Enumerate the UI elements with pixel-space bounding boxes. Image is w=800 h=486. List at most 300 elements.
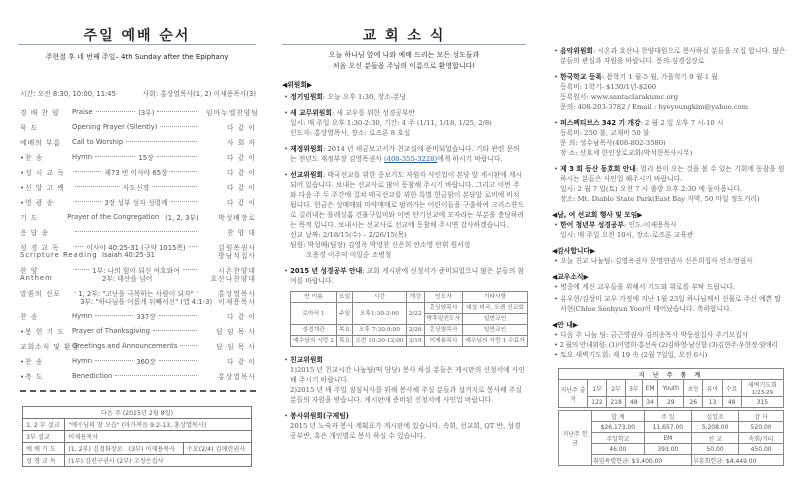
row-label: 경 배 찬 양: [20, 108, 60, 117]
header-cell: [684, 380, 703, 397]
item-title: 정기임원회: [290, 93, 324, 101]
row-description: [72, 327, 206, 335]
row-detail: 2부: 태산을 넘어: [102, 275, 153, 283]
item-text: 2 월의 안내위원: (1)이영희·홍선숙 (2)김하영·남신향 (3)김현주·우현정·임애리: [559, 341, 778, 349]
offering-row: [559, 433, 784, 444]
worship-row: [20, 149, 256, 164]
dot-leader: [75, 246, 83, 247]
dot-leader: [157, 111, 197, 112]
item-finance: • 재정위원회: 2014 년 세금보고서가 친교실에 준비되었습니다. 기타 관련 문의는 전년도 재정부장 김영목권사 (408-355-3228)에게 하시기 바랍니다.: [284, 145, 520, 163]
row-person: 박성배장로: [218, 213, 256, 222]
header-text: 초등: [687, 385, 700, 393]
item-text: 병중에 계신 교우들을 위해서 기도와 위로를 부탁 드립니다.: [560, 283, 736, 291]
row-description: [72, 251, 206, 259]
item-text: 일시: 매 주일 오전 10시, 장소-로즈론 교육관: [560, 231, 694, 239]
section-heading: ◀남, 여 선교회 행사 및 모임▶: [552, 211, 643, 219]
item-members: • 유우현/김상미 교우 가정에 지난 1월 23일 하나님께서 선물로 주신 예쁜 딸 서현(Chloe Seohyun Yoo)이 태어났습니다. 축하합니다.: [554, 295, 781, 313]
row-detail: 3장 성부 성자 성령께: [104, 198, 168, 207]
row-label: 성 경 교 독: [20, 243, 60, 252]
cell: 주일학교: [592, 433, 645, 444]
section-heading: ◀감사합니다▶: [552, 247, 596, 255]
row-description: [67, 212, 210, 222]
row-person: 다 같 이: [226, 357, 256, 366]
item-text: : 인도-이재용목사: [624, 221, 677, 229]
item-text: 에게 하시기 바랍니다.: [437, 155, 503, 163]
row-detail: (1, 2, 3부): [165, 213, 199, 222]
item-text: 등록비: 250 불, 교재비 50 불: [560, 129, 650, 137]
value-cell: 13: [703, 397, 722, 408]
cell: 대상 미국, 오렌 신교회: [463, 303, 528, 314]
item-text: 선교 날짜: 2/18/15(수) – 2/26/15(목): [290, 231, 407, 239]
value-cell: 48: [626, 397, 643, 408]
item-title: 퍼스펙티브스 342 기 개강: [560, 119, 641, 127]
presider: 사회: 홍상열목사(1, 2) 이재용목사(3): [142, 90, 256, 98]
value-cell: 26: [684, 397, 703, 408]
row-label: •성 시 교 독: [20, 168, 65, 177]
cell: 주일: [336, 303, 352, 325]
item-text: 유우현/김상미 교우 가정에 지난 1월 23일 하나님께서 선물로 주신 예쁜 딸 서현(Chloe Seohyun Yoo)이 태어났습니다. 축하합니다.: [560, 295, 781, 313]
row-person: 김원목권사: [218, 243, 256, 252]
announcements-body: [282, 80, 526, 441]
item-text: 등록비: 1학기- $130/1년-$260: [560, 83, 657, 91]
row-detail: Isaiah 40:25-31: [102, 251, 155, 259]
item-text: : 봄학기 1 월-5 월, 가을학기 9 월-1 월: [601, 73, 718, 81]
cell: 성경개관: [291, 325, 337, 336]
cell: 로마서 1: [291, 303, 337, 325]
row-label: 말씀의 선포: [20, 289, 61, 298]
worship-row: [20, 353, 256, 368]
cell: 수요(2/4) 김애란권사: [183, 443, 251, 455]
header-cell: 감 사: [739, 411, 784, 422]
next-week-table: [22, 406, 252, 467]
item-members: • 병중에 계신 교우들을 위해서 기도와 위로를 부탁 드립니다.: [554, 283, 736, 291]
header-cell: [703, 380, 722, 397]
item-text: : 2 월 2 일 오후 7 시-10 시: [640, 119, 724, 127]
cell: 성 경 교 독: [23, 455, 65, 467]
offering-row: [559, 444, 784, 455]
dot-leader: [115, 375, 197, 376]
row-label: •신 앙 고 백: [20, 183, 65, 192]
row-description: [72, 197, 206, 207]
row-detail: 이사야 40:25-31 (구약 1015쪽): [86, 243, 186, 252]
cell: 예 배 기 도: [23, 443, 65, 455]
item-title: 봉사위원회(구제팀): [290, 412, 349, 420]
item-text: 일시: 매 주일 오후 1:30-2:30, 기간: 4 주 (1/11, 1/18, 1/25, 2/8): [290, 119, 492, 127]
dot-leader: [180, 345, 197, 346]
study-table: [290, 291, 528, 347]
dot-leader: [160, 126, 197, 127]
section-heading: ◀위원회▶: [282, 81, 313, 89]
special-offering-row: [559, 455, 784, 466]
worship-row: [20, 104, 259, 119]
item-text: 장 소: 산호세 한인장로교회(박석현목사시무): [560, 149, 693, 157]
dot-leader: [95, 156, 135, 157]
table-row: [291, 325, 528, 336]
row-person: 다 같 이: [226, 123, 256, 132]
worship-row: [20, 164, 256, 179]
cell: "예수님의 참 모습" (마가복음 9:2-13, 홍상열목사): [65, 419, 252, 431]
row-english: Benediction: [72, 371, 113, 380]
worship-title: 주일 예배 순서: [83, 28, 191, 44]
header-cell: [741, 380, 783, 397]
dot-leader: [189, 246, 197, 247]
cell: 이재용목사: [65, 431, 252, 443]
dot-leader: [96, 111, 136, 112]
dawn-dates: 1/23-29: [751, 390, 774, 396]
row-label: •축 도: [20, 372, 44, 381]
row-label: 교회소식 및 환영: [20, 342, 80, 351]
row-detail: 제73 번 이사야 65장: [104, 168, 168, 177]
row-person: 다 같 이: [226, 168, 256, 177]
item-teacher: • 새 교무위원회: 새 교우를 위한 성경공부반: [284, 109, 416, 117]
item-info: • 2 월의 안내위원: (1)이영희·홍선숙 (2)김하영·남신향 (3)김현주·우현정·임애리: [554, 341, 778, 349]
item-text: : 태국선교를 위한 중보기도 자원자 사인업이 본당 앞 게시판에 게시되어 있습니다. 보내는 선교사로 많이 동참해 주시기 바랍니다. 그리고 이번 주와 다음 주 두 주간에 걸쳐 태국선교를 위한 특별 헌금함이 본당앞 로비에 비치됩니다. 헌금은 성매매와 마약매매로 팔려가는 어린이들을 구출하여 크리스챤으로 길러내는 블레싱홈 건물구입비와 이번 단기선교에 모자라는 부분을 충당하려는 목적 입니다. 보내시는 선교사로 선교에 동참해 주시면 감사하겠습니다.: [290, 171, 524, 229]
row-detail: 3부: "하나님을 이롭게 뒤빼서신" (엡 4:1-3): [80, 298, 213, 306]
cell: 선 교: [692, 433, 739, 444]
row-label: 묵 도: [20, 123, 39, 132]
row-description: [72, 242, 206, 252]
phone-link[interactable]: (408-355-3228): [384, 155, 438, 163]
header-cell: [722, 380, 741, 397]
item-text: 2)2015 년 매 주일 점심식사를 위해 봉사해 주실 분들과 설거지로 봉사해 주실 분들의 자원을 받습니다. 게시판에 준비된 신청서에 사인업 바랍니다.: [290, 386, 522, 404]
item-text: 1)2015 년 친교시간 나눔팀(떡 담당) 봉사 하실 분들은 게시판의 신청서에 사인해 주시기 바랍니다.: [290, 366, 526, 384]
row-description: [72, 152, 206, 162]
row-description: [72, 138, 206, 146]
cell: 2/22: [406, 303, 424, 325]
cell: 393.00: [644, 444, 691, 455]
item-text: 토요 새벽기도회: 제 19 속 (2월 7일일, 오전 6시): [560, 351, 708, 359]
dot-leader: [126, 141, 197, 142]
item-title: 한어 청년부 성경공부: [560, 221, 624, 229]
worship-row: [20, 308, 256, 323]
row-person: 이재용목사: [218, 298, 256, 306]
item-title: 음악위원회: [560, 47, 594, 55]
row-person: 찬 양 대: [226, 228, 256, 237]
worship-subrow: [20, 273, 256, 283]
row-english: Prayer of Thanksgiving: [72, 326, 150, 335]
table-header-row: [291, 292, 528, 303]
item-title: 재정위원회: [290, 145, 324, 153]
dot-leader: [153, 330, 197, 331]
header-text: 수요: [725, 385, 738, 393]
cell: 일반교인: [463, 325, 528, 336]
value-cell: 315: [741, 397, 783, 408]
item-perspectives: • 퍼스펙티브스 342 기 개강: 2 월 2 일 오후 7 시-10 시: [554, 119, 724, 127]
row-english: Opening Prayer (Silently): [72, 122, 158, 131]
row-person: 다 같 이: [226, 183, 256, 192]
header-cell: 요일: [336, 292, 352, 303]
item-text: : 교회 게시판에 신청서가 준비되었으니 많은 분들의 참여를 바랍니다.: [290, 267, 525, 285]
value-cell: 122: [588, 397, 607, 408]
row-person: 임마누엘찬양팀: [206, 108, 259, 117]
row-label: •찬 송: [20, 153, 44, 162]
cell: 홍상열목사: [424, 303, 463, 314]
row-english: Hymn: [72, 311, 93, 320]
cell: 오전 10:30-12:00: [353, 336, 406, 347]
header-text: 3부: [629, 385, 639, 393]
item-text: 장소: Mt. Diablo State Park(East Bay 지역, 50 마일 정도거리): [560, 195, 760, 203]
row-person: 방남석집사: [218, 252, 256, 260]
row-detail: 1부: 나의 힘이 되신 여호와여: [92, 266, 180, 275]
cell-text: (3부) 이재용목사: [128, 446, 176, 453]
worship-subrow: [20, 250, 256, 260]
cell: 예수님의 사랑 2: [291, 336, 337, 347]
item-text: 문의: 408-203-3782 / Email : hyeyoungkim@yahoo.com: [560, 103, 749, 111]
header-cell: [642, 380, 658, 397]
row-description: [50, 296, 218, 306]
row-detail: 337장: [136, 312, 156, 321]
cell: 박후일전도사: [424, 314, 463, 325]
dot-leader: [95, 360, 133, 361]
header-cell: [626, 380, 643, 397]
section-heading: ◀안 내▶: [552, 321, 578, 329]
row-label: Scripture Reading: [20, 251, 98, 259]
dot-leader: [75, 201, 101, 202]
dot-leader: [159, 360, 197, 361]
item-text: : 2014 년 세금보고서가 친교실에 준비되었습니다. 기타 관련 문의는 전년도 재정부장 김영목권사: [290, 145, 520, 163]
item-text: 문 의: 성수남목사(408-802-3580): [560, 139, 666, 147]
item-title: 제 3 회 등산 동호회 안내: [560, 165, 636, 173]
worship-row: [20, 194, 256, 209]
dot-leader: [171, 201, 197, 202]
worship-row: [20, 368, 256, 383]
row-label: 예배의 부름: [20, 138, 61, 147]
row-description: [72, 182, 206, 192]
special-offering: 취임특별헌금: $3,400.00: [592, 455, 692, 466]
item-text: 팀원: 박성배(팀장) 김영옥 박영찬 신은희 안소영 안휘 원서성: [290, 241, 471, 249]
header-cell: 반 이름: [291, 292, 337, 303]
dot-leader: [159, 315, 197, 316]
item-fellowship: • 친교위원회: [284, 356, 324, 364]
value-cell: 48: [722, 397, 741, 408]
item-thanks: • 오늘 친교 나눔팀: 김영옥권사 문명연권사 신은희집사 안소영권사: [554, 257, 753, 265]
worship-row: [20, 323, 256, 338]
item-service: • 봉사위원회(구제팀): [284, 412, 349, 420]
attendance-table: [558, 368, 784, 408]
item-text: : 멀리 봄이 오는 것을 볼 수 있는 기회에 동참을 원하시는 분들은 사인업 해주시기 바랍니다.: [560, 165, 785, 183]
worship-row: [20, 338, 256, 353]
dot-leader: [75, 171, 101, 172]
header-cell: 인도자: [424, 292, 463, 303]
row-description: [72, 311, 206, 321]
row-label: 찬 송: [20, 312, 39, 321]
header-cell: [588, 380, 607, 397]
cell: 예수님의 사랑 1 수료자: [463, 336, 528, 347]
cell: [65, 443, 184, 455]
attendance-header-row: [559, 380, 784, 397]
cell: 오후 7:30-9:00: [353, 325, 406, 336]
dot-leader: [75, 186, 120, 187]
cell: 3/19: [406, 336, 424, 347]
row-person: 담 임 목 사: [216, 342, 256, 351]
divider: [282, 44, 526, 45]
offering-row: [559, 411, 784, 422]
header-cell: 주 일: [644, 411, 691, 422]
item-info: • 다음 주 나눔 팀: 금근영권사 김의송목사 박동원집사 주기모집사: [554, 331, 749, 339]
offering-table: [558, 410, 784, 466]
header-cell: 십일조: [692, 411, 739, 422]
value-cell: 218: [607, 397, 626, 408]
row-person: 사 회 자: [226, 138, 256, 147]
cell: 이재용목사: [424, 336, 463, 347]
dot-leader: [75, 269, 89, 270]
item-title: 새 교무위원회: [290, 109, 332, 117]
row-label: •찬 송: [20, 357, 44, 366]
row-label: •봉 헌 기 도: [20, 327, 65, 336]
row-english: Greetings and Announcements: [72, 341, 178, 350]
row-label: 응 답 송: [20, 228, 50, 237]
row-person: 호산나찬양대: [210, 275, 256, 283]
dashed-divider: [20, 390, 256, 392]
cell: 목요: [336, 325, 352, 336]
table-row: [291, 303, 528, 314]
welcome-message: [282, 50, 526, 72]
row-description: [72, 107, 206, 117]
cell: 2/26: [406, 325, 424, 336]
row-label: •영 광 송: [20, 198, 55, 207]
section-heading: ◀교우소식▶: [552, 273, 589, 281]
cell: 오후1:30-3:00: [353, 303, 406, 325]
cell: 속회/기타: [739, 433, 784, 444]
header-text: 유아: [706, 385, 719, 393]
row-detail: 15장: [138, 153, 154, 162]
row-description: [72, 231, 206, 232]
cell: 11,657.00: [644, 422, 691, 433]
row-detail: 사도신경: [122, 183, 150, 192]
item-text: 등록원서: www.santaclarakumc.org: [560, 93, 679, 101]
cell: 1, 2 부 설교: [23, 419, 65, 431]
item-text: 오용경 이주익 이일순 조병청: [306, 251, 392, 259]
header-text: 새벽기도회: [747, 382, 777, 389]
item-text: : 오늘 오후 1:30, 장소-본당: [323, 93, 407, 101]
row-label: Anthem: [20, 274, 53, 282]
stats-title-row: [559, 369, 784, 380]
item-text: 인도자: 홍상열목사, 장소: 로즈론 8 호실: [290, 129, 411, 137]
attendance-label: 지난주 출 석: [559, 380, 588, 408]
offering-label: 지난주 헌 금: [559, 411, 592, 466]
divider: [18, 44, 256, 45]
welcome-line: 오늘 하나님 앞에 나와 예배 드리는 모든 성도들과: [328, 51, 480, 59]
row-detail: (3부): [138, 108, 155, 117]
item-study: • 2015 년 성경공부 안내: 교회 게시판에 신청서가 준비되었으니 많은 분들의 참여를 바랍니다.: [284, 267, 525, 285]
cell: (1부) 김진구권사 (2부) 고정은집사: [65, 455, 252, 467]
worship-row: [20, 209, 256, 224]
value-cell: 34: [642, 397, 658, 408]
stats-title: 지 난 주 통 계: [559, 369, 784, 380]
cell: 3부 설교: [23, 431, 65, 443]
item-text: 오늘 친교 나눔팀: 김영옥권사 문명연권사 신은희집사 안소영권사: [560, 257, 753, 265]
next-week-header: 다음 주 (2015년 2월 8일): [23, 407, 252, 419]
item-korean-school: • 한국학교 등록: 봄학기 1 월-5 월, 가을학기 9 월-1 월: [554, 73, 718, 81]
cell-text: (1, 2부) 김정화장로: [68, 446, 123, 453]
item-text: : 새 교우를 위한 성경공부반: [331, 109, 416, 117]
header-text: 1부: [592, 385, 602, 393]
dot-leader: [152, 186, 197, 187]
welcome-line: 처음 오신 분들을 주님의 이름으로 환영합니다!: [332, 62, 476, 70]
item-regular: • 정기임원회: 오늘 오후 1:30, 장소-본당: [284, 93, 407, 101]
dot-leader: [75, 231, 197, 232]
dot-leader: [183, 269, 197, 270]
row-person: 다 같 이: [226, 153, 256, 162]
item-title: 친교위원회: [290, 356, 324, 364]
row-detail: 360장: [136, 357, 156, 366]
row-label: 찬 양: [20, 266, 39, 275]
header-cell: 시간: [353, 292, 406, 303]
row-description: [72, 123, 206, 131]
header-text: 2부: [611, 385, 621, 393]
cell: 50.00: [692, 444, 739, 455]
cell: 목요: [336, 336, 352, 347]
cell: $26,173.00: [592, 422, 645, 433]
item-info: • 토요 새벽기도회: 제 19 속 (2월 7일일, 오전 6시): [554, 351, 708, 359]
item-title: 2015 년 성경공부 안내: [290, 267, 363, 275]
dot-leader: [95, 315, 133, 316]
row-description: [72, 356, 206, 366]
dot-leader: [157, 156, 197, 157]
cell: 520.00: [739, 422, 784, 433]
worship-subrow: [20, 296, 256, 306]
row-description: [72, 342, 206, 350]
header-cell: [658, 380, 684, 397]
cell: 450.00: [739, 444, 784, 455]
row-description: [72, 372, 206, 380]
row-english: Prayer of the Congregation: [67, 212, 160, 221]
header-cell: 기타사항: [463, 292, 528, 303]
header-cell: [607, 380, 626, 397]
worship-order-list: [20, 104, 259, 383]
item-text: 2015 년 노숙자 봉사 계획표가 게시판에 있습니다. 속회, 선교회, QT 반, 성경공부반, 혹은 개인별로 봉사 하실 수 있습니다.: [290, 422, 521, 440]
header-cell: 개강: [406, 292, 424, 303]
row-description: [72, 167, 206, 177]
table-row: [291, 336, 528, 347]
value-cell: 29: [658, 397, 684, 408]
attendance-values-row: [559, 397, 784, 408]
row-english: Call to Worship: [72, 137, 124, 146]
header-cell: 합 계: [592, 411, 645, 422]
cell: EM: [644, 433, 691, 444]
row-english: Hymn: [72, 356, 93, 365]
time-row: [20, 88, 256, 98]
worship-row: [20, 134, 256, 149]
cell: 일반교인: [463, 314, 528, 325]
announcements-title: 교 회 소 식: [362, 28, 446, 44]
row-person: 홍상열목사: [218, 289, 256, 298]
header-text: Youth: [662, 384, 680, 392]
row-description: [72, 273, 206, 283]
item-mission: • 선교위원회: 태국선교를 위한 중보기도 자원자 사인업이 본당 앞 게시판에 게시되어 있습니다. 보내는 선교사로 많이 동참해 주시기 바랍니다. 그리고 이번 주와 다음 주 두 주간에 걸쳐 태국선교를 위한 특별 헌금함이 본당앞 로비에 비치됩니다. 헌금은 성매매와 마약매매로 팔려가는 어린이들을 구출하여 크리스챤으로 길러내는 블레싱홈 건물구입비와 이번 단기선교에 모자라는 부분을 충당하려는 목적 입니다. 보내시는 선교사로 선교에 동참해 주시면 감사하겠습니다.: [284, 171, 524, 229]
row-person: 담 임 목 사: [216, 327, 256, 336]
item-text: 일시: 2 월 7 일(토) 오전 7 시 출발 오후 2:30 에 돌아옵니다.: [560, 185, 743, 193]
row-label: 기 도: [20, 213, 39, 222]
item-music: • 음악위원회: 시온과 호산나 찬양대원으로 봉사하실 분들을 모집 합니다. 많은 분들의 관심과 자원을 바랍니다. 문의-심경섭장로: [554, 47, 786, 65]
worship-row: [20, 119, 256, 134]
special-offering: 부흥회헌금: $4,449.00: [692, 455, 784, 466]
cell: 홍상열목사: [424, 325, 463, 336]
worship-row: [20, 179, 256, 194]
item-title: 한국학교 등록: [560, 73, 602, 81]
worship-row: [20, 224, 256, 239]
worship-subtitle: 주현절 후 네 번째 주일– 4th Sunday after the Epiphany: [45, 53, 229, 61]
row-detail: 1, 2부: "고난을 극복하는 사람이 되자": [78, 289, 194, 298]
row-english: Praise: [72, 107, 93, 116]
right-body: [552, 40, 786, 360]
dot-leader: [171, 171, 197, 172]
row-person: 홍상열목사: [218, 372, 256, 381]
cell: 5,208.00: [692, 422, 739, 433]
cell: 46.00: [592, 444, 645, 455]
item-text: : 시온과 호산나 찬양대원으로 봉사하실 분들을 모집 합니다. 많은 분들의 관심과 자원을 바랍니다. 문의-심경섭장로: [560, 47, 786, 65]
item-text: 다음 주 나눔 팀: 금근영권사 김의송목사 박동원집사 주기모집사: [560, 331, 749, 339]
